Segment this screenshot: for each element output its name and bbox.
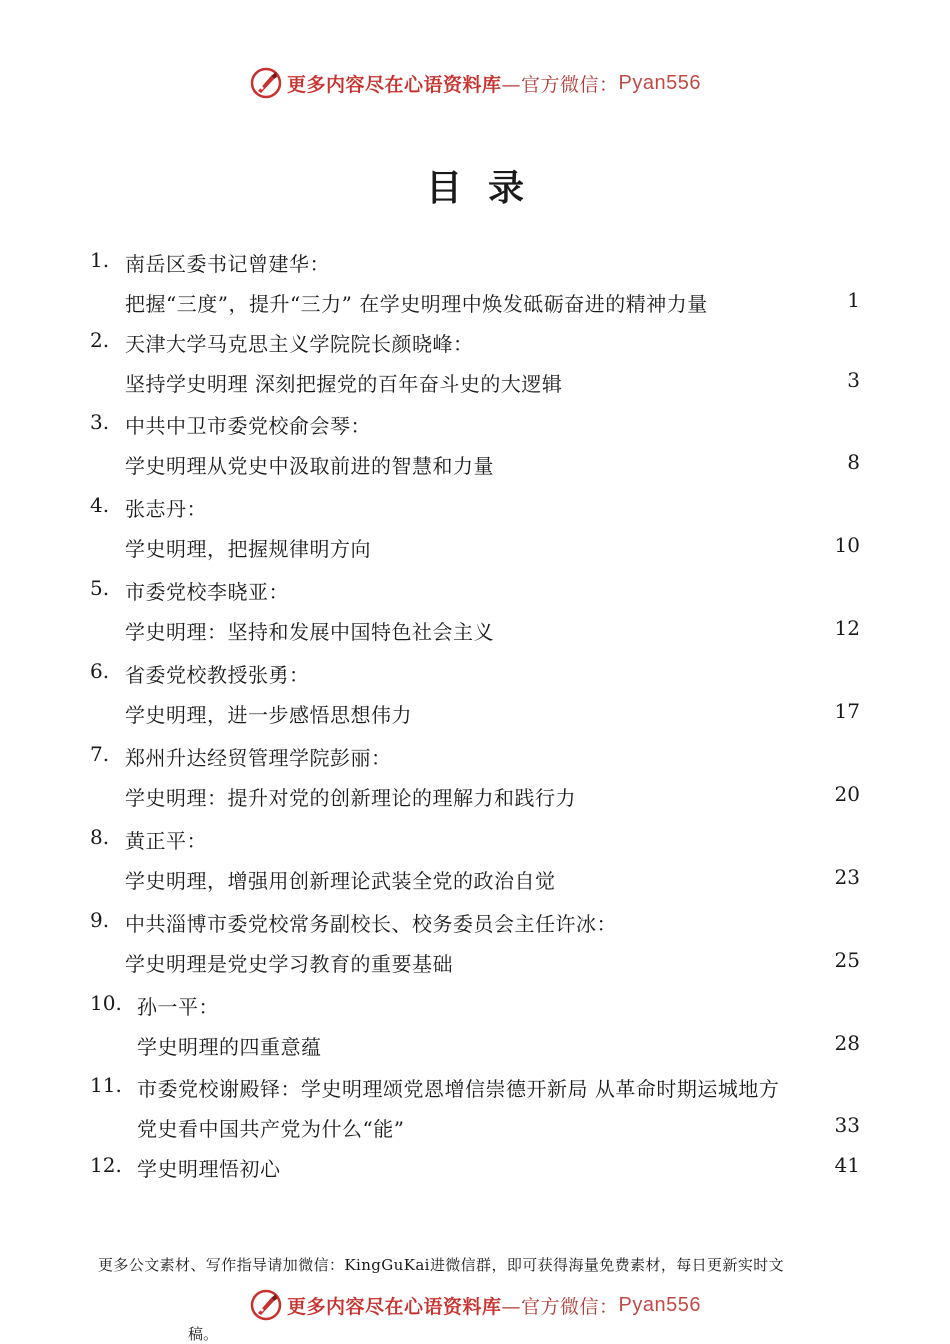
toc-entry-author: 中共淄博市委党校常务副校长、校务委员会主任许冰： <box>125 912 617 936</box>
toc-entry-heading <box>0 991 950 1031</box>
toc-entry-number: 9. <box>90 908 110 932</box>
toc-entry-author: 学史明理悟初心 <box>137 1157 281 1181</box>
footer-banner <box>0 1288 950 1322</box>
toc-entry-number: 8. <box>90 825 110 849</box>
toc-entry-topic: 学史明理：提升对党的创新理论的理解力和践行力 <box>125 786 576 810</box>
toc-entry-page: 1 <box>847 288 860 312</box>
banner-sub-text: —官方微信： <box>501 1295 619 1318</box>
toc-entry-number: 6. <box>90 659 110 683</box>
toc-entry-topic: 学史明理，进一步感悟思想伟力 <box>125 703 412 727</box>
toc-entry-author: 张志丹： <box>125 497 207 521</box>
toc-entry-topic: 学史明理是党史学习教育的重要基础 <box>125 952 453 976</box>
toc-entry-topic: 把握“三度”，提升“三力” 在学史明理中焕发砥砺奋进的精神力量 <box>125 292 708 316</box>
toc-entry-page: 17 <box>834 699 860 723</box>
toc-entry-line <box>0 616 950 656</box>
header-banner <box>0 66 950 100</box>
page-title: 目录 <box>425 167 550 209</box>
toc-entry-number: 4. <box>90 493 110 517</box>
toc-entry-author: 中共中卫市委党校俞会琴： <box>125 414 371 438</box>
toc-entry-author: 天津大学马克思主义学院院长颜晓峰： <box>125 332 474 356</box>
toc-entry-heading <box>0 742 950 782</box>
toc-entry-line <box>0 1113 950 1153</box>
toc-entry-topic: 学史明理，把握规律明方向 <box>125 537 371 561</box>
toc-entry-author: 市委党校谢殿铎：学史明理颂党恩增信崇德开新局 从革命时期运城地方 <box>137 1077 780 1101</box>
banner-main-text: 更多内容尽在心语资料库 <box>287 1295 502 1318</box>
toc-entry-line <box>0 699 950 739</box>
banner-sub-text: —官方微信： <box>501 73 619 96</box>
toc-entry-number: 1. <box>90 248 110 272</box>
toc-entry-page: 12 <box>834 616 860 640</box>
toc-entry-page: 3 <box>847 368 860 392</box>
pen-nib-logo-icon <box>249 1288 283 1322</box>
toc-entry-heading <box>0 410 950 450</box>
toc-entry-page: 10 <box>834 533 860 557</box>
toc-entry-number: 12. <box>90 1153 122 1177</box>
toc-entry-page: 8 <box>847 450 860 474</box>
toc-entry-line <box>0 450 950 490</box>
toc-entry-heading <box>0 825 950 865</box>
toc-entry-topic: 学史明理，增强用创新理论武装全党的政治自觉 <box>125 869 556 893</box>
toc-entry-line <box>0 533 950 573</box>
toc-entry-heading <box>0 1153 950 1193</box>
toc-entry-number: 3. <box>90 410 110 434</box>
toc-entry-page: 23 <box>834 865 860 889</box>
toc-entry-page: 25 <box>834 948 860 972</box>
toc-entry-number: 10. <box>90 991 122 1015</box>
toc-entry-line <box>0 782 950 822</box>
toc-entry-heading <box>0 493 950 533</box>
toc-entry-author: 市委党校李晓亚： <box>125 580 289 604</box>
toc-entry-number: 2. <box>90 328 110 352</box>
toc-entry-topic: 党史看中国共产党为什么“能” <box>137 1117 405 1141</box>
toc-entry-heading <box>0 248 950 288</box>
banner-wechat-id: Pyan556 <box>618 71 701 94</box>
toc-entry-line <box>0 1031 950 1071</box>
toc-entry-line <box>0 865 950 905</box>
toc-entry-heading <box>0 328 950 368</box>
toc-entry-author: 郑州升达经贸管理学院彭丽： <box>125 746 392 770</box>
toc-entry-heading <box>0 1073 950 1113</box>
toc-entry-heading <box>0 908 950 948</box>
banner-wechat-id: Pyan556 <box>618 1293 701 1316</box>
toc-entry-page: 41 <box>834 1153 860 1177</box>
toc-entry-heading <box>0 576 950 616</box>
toc-entry-author: 省委党校教授张勇： <box>125 663 310 687</box>
toc-entry-line <box>0 368 950 408</box>
toc-entry-line <box>0 948 950 988</box>
toc-entry-heading <box>0 659 950 699</box>
banner-main-text: 更多内容尽在心语资料库 <box>287 73 502 96</box>
toc-entry-topic: 学史明理从党史中汲取前进的智慧和力量 <box>125 454 494 478</box>
footer-note: 更多公文素材、写作指导请加微信：KingGuKai进微信群，即可获得海量免费素材，每日更新实时文 <box>98 1256 785 1274</box>
footer-note-tail: 稿。 <box>188 1325 219 1343</box>
toc-entry-page: 33 <box>834 1113 860 1137</box>
pen-nib-logo-icon <box>249 66 283 100</box>
toc-entry-author: 黄正平： <box>125 829 207 853</box>
toc-entry-topic: 学史明理的四重意蕴 <box>137 1035 322 1059</box>
toc-entry-topic: 学史明理：坚持和发展中国特色社会主义 <box>125 620 494 644</box>
toc-entry-author: 孙一平： <box>137 995 219 1019</box>
toc-entry-number: 11. <box>90 1073 122 1097</box>
toc-entry-author: 南岳区委书记曾建华： <box>125 252 330 276</box>
toc-entry-line <box>0 288 950 328</box>
toc-entry-page: 20 <box>834 782 860 806</box>
toc-entry-page: 28 <box>834 1031 860 1055</box>
toc-entry-number: 5. <box>90 576 110 600</box>
toc-entry-topic: 坚持学史明理 深刻把握党的百年奋斗史的大逻辑 <box>125 372 563 396</box>
toc-entry-number: 7. <box>90 742 110 766</box>
